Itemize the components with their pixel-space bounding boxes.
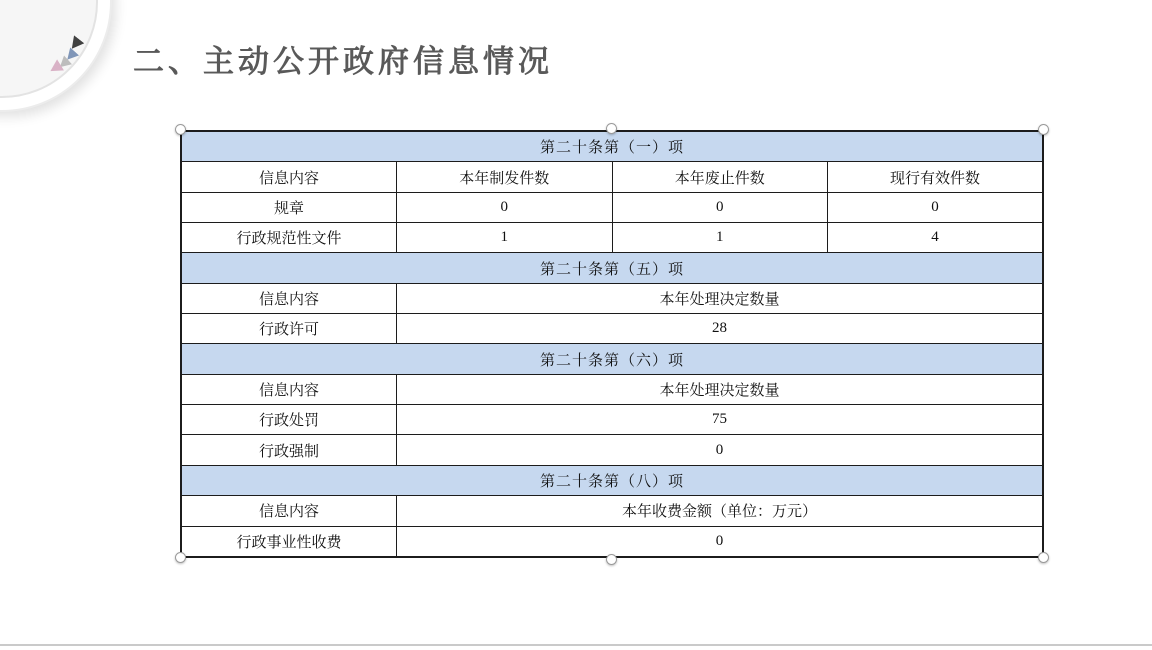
slide-title[interactable]: 二、主动公开政府信息情况 (133, 44, 553, 79)
section-header[interactable]: 第二十条第（八）项 (181, 465, 1043, 495)
column-header[interactable]: 现行有效件数 (828, 162, 1044, 192)
cell-value[interactable]: 0 (397, 526, 1044, 557)
cell-value[interactable]: 28 (397, 314, 1044, 344)
cell-value[interactable]: 1 (612, 223, 828, 253)
row-label[interactable]: 规章 (181, 192, 397, 222)
table-row (181, 162, 1043, 192)
table-row (181, 223, 1043, 253)
column-header[interactable]: 本年收费金额（单位：万元） (397, 496, 1044, 526)
section-header[interactable]: 第二十条第（六）项 (181, 344, 1043, 374)
row-label[interactable]: 行政许可 (181, 314, 397, 344)
column-header[interactable]: 信息内容 (181, 283, 397, 313)
table-row (181, 526, 1043, 557)
column-header[interactable]: 本年处理决定数量 (397, 283, 1044, 313)
selection-handle-bottom-right[interactable] (1038, 552, 1049, 563)
table-row (181, 283, 1043, 313)
column-header[interactable]: 本年处理决定数量 (397, 374, 1044, 404)
table-row (181, 314, 1043, 344)
table-row (181, 405, 1043, 435)
section-header[interactable]: 第二十条第（五）项 (181, 253, 1043, 283)
column-header[interactable]: 信息内容 (181, 496, 397, 526)
cell-value[interactable]: 0 (828, 192, 1044, 222)
table-row (181, 435, 1043, 465)
table-row (181, 374, 1043, 404)
selection-handle-top-left[interactable] (175, 124, 186, 135)
cell-value[interactable]: 4 (828, 223, 1044, 253)
selection-handle-bottom-center[interactable] (606, 554, 617, 565)
cell-value[interactable]: 0 (397, 435, 1044, 465)
info-disclosure-table[interactable] (180, 130, 1044, 558)
selection-handle-top-right[interactable] (1038, 124, 1049, 135)
selection-handle-bottom-left[interactable] (175, 552, 186, 563)
column-header[interactable]: 本年废止件数 (612, 162, 828, 192)
cell-value[interactable]: 1 (397, 223, 613, 253)
column-header[interactable]: 信息内容 (181, 162, 397, 192)
selection-handle-top-center[interactable] (606, 123, 617, 134)
row-label[interactable]: 行政事业性收费 (181, 526, 397, 557)
cell-value[interactable]: 75 (397, 405, 1044, 435)
slide-bottom-edge (0, 644, 1152, 646)
column-header[interactable]: 本年制发件数 (397, 162, 613, 192)
row-label[interactable]: 行政规范性文件 (181, 223, 397, 253)
table-row (181, 192, 1043, 222)
cell-value[interactable]: 0 (397, 192, 613, 222)
column-header[interactable]: 信息内容 (181, 374, 397, 404)
table-row (181, 496, 1043, 526)
corner-circle-inner-icon (0, 0, 98, 98)
row-label[interactable]: 行政强制 (181, 435, 397, 465)
cell-value[interactable]: 0 (612, 192, 828, 222)
row-label[interactable]: 行政处罚 (181, 405, 397, 435)
section-header[interactable]: 第二十条第（一）项 (181, 131, 1043, 162)
